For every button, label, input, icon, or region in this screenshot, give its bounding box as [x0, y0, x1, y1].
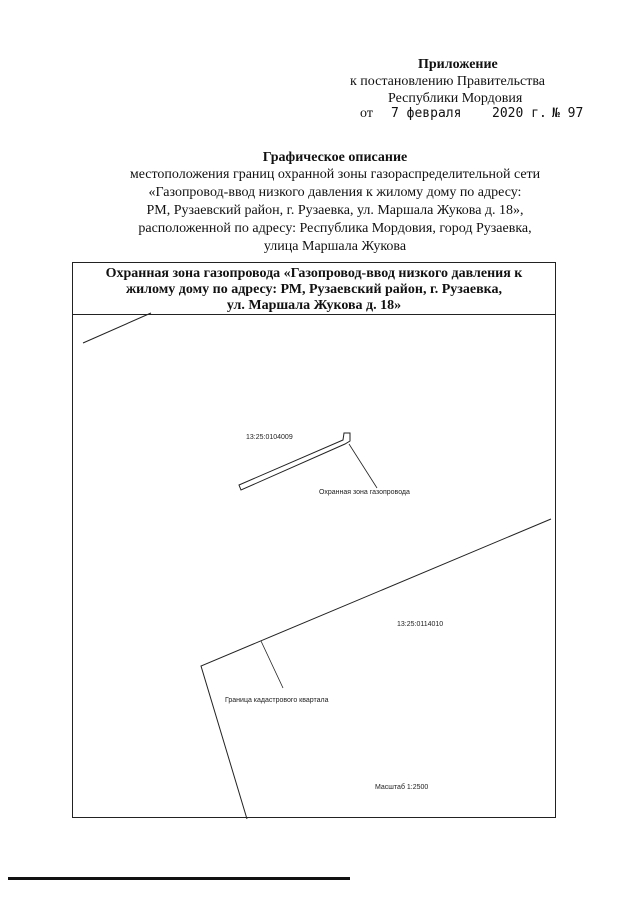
map-heading-line: ул. Маршала Жукова д. 18»: [226, 298, 402, 313]
map-frame: [72, 262, 556, 818]
subtitle-line: РМ, Рузаевский район, г. Рузаевка, ул. Маршала Жукова д. 18»,: [146, 203, 524, 218]
gas-pipeline-zone: [239, 433, 350, 490]
map-scale: Масштаб 1:2500: [375, 784, 429, 791]
cadastral-quarter-2: 13:25:0114010: [397, 621, 444, 628]
subtitle-line: «Газопровод-ввод низкого давления к жилому дому по адресу:: [148, 185, 522, 200]
subtitle-line: расположенной по адресу: Республика Мордовия, город Рузаевка,: [138, 221, 532, 236]
appendix-title: Приложение: [418, 57, 498, 72]
zone-leader-line: [349, 444, 377, 488]
boundary-fragment-top-left: [83, 313, 151, 343]
date-year: 2020 г.: [492, 106, 547, 121]
boundary-label: Граница кадастрового квартала: [225, 697, 329, 704]
date-day-month: 7 февраля: [391, 106, 462, 121]
document-title: Графическое описание: [262, 150, 408, 165]
map-heading-line: Охранная зона газопровода «Газопровод-ввод низкого давления к: [105, 266, 523, 281]
map-heading-line: жилому дому по адресу: РМ, Рузаевский район, г. Рузаевка,: [125, 282, 503, 297]
map-drawing: [73, 263, 557, 819]
document-subtitle: [90, 166, 580, 256]
decree-number: № 97: [552, 106, 584, 121]
subtitle-line: улица Маршала Жукова: [263, 239, 407, 254]
date-prefix: от: [360, 106, 373, 121]
subtitle-line: местоположения границ охранной зоны газораспределительной сети: [129, 167, 541, 182]
cadastral-boundary: [201, 519, 551, 819]
footer-rule: [8, 877, 350, 880]
appendix-line-2: Республики Мордовия: [388, 91, 523, 106]
appendix-line-1: к постановлению Правительства: [350, 74, 546, 89]
boundary-leader-line: [261, 641, 283, 688]
zone-label: Охранная зона газопровода: [319, 489, 410, 496]
cadastral-quarter-1: 13:25:0104009: [246, 434, 293, 441]
